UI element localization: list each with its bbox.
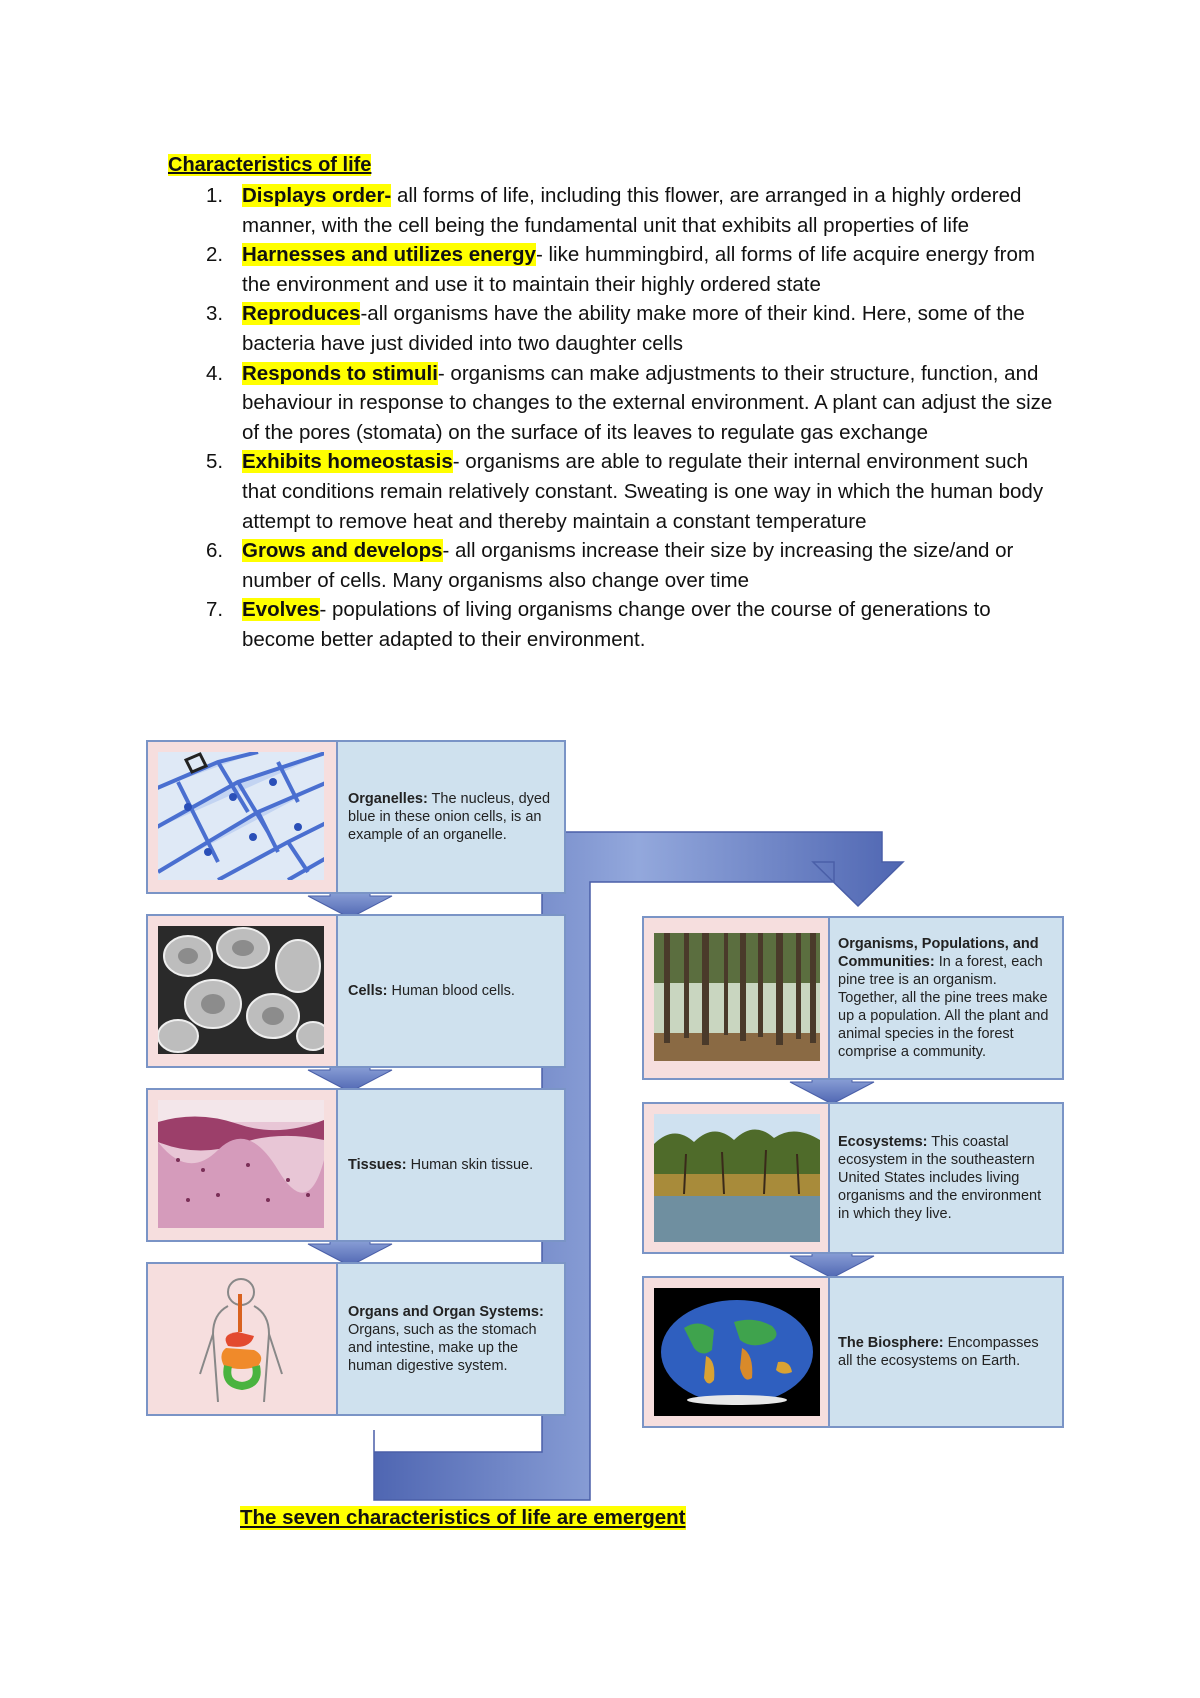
digestive-system-icon (158, 1274, 324, 1402)
characteristic-description: -all organisms have the ability make more of their kind. Here, some of the bacteria have just divided into two daughter cells (242, 302, 1025, 355)
level-box-ecosystems (642, 1102, 1064, 1254)
level-text: In a forest, each pine tree is an organism. Together, all the pine trees make up a population. All the plant and animal species in the forest comprise a community. (838, 954, 1049, 1060)
earth-map-icon (654, 1288, 820, 1416)
level-text: This coastal ecosystem in the southeastern United States includes living organisms and the environment in which they live. (838, 1134, 1042, 1222)
coastal-ecosystem-icon (654, 1114, 820, 1242)
level-box-biosphere (642, 1276, 1064, 1428)
level-text: Organs, such as the stomach and intestine, make up the human digestive system. (348, 1322, 537, 1374)
level-box-organs (146, 1262, 566, 1416)
level-caption (838, 918, 1054, 1078)
characteristic-term: Evolves (242, 598, 320, 622)
characteristic-description: all forms of life, including this flower, are arranged in a highly ordered manner, with the cell being the fundamental unit that exhibits all properties of life (242, 184, 1022, 237)
level-box-cells (146, 914, 566, 1068)
characteristic-description: - populations of living organisms change over the course of generations to become better adapted to their environment. (242, 598, 991, 651)
list-number: 6. (206, 539, 224, 563)
level-text: Human skin tissue. (406, 1157, 534, 1173)
list-item (168, 359, 1068, 448)
pine-forest-icon (654, 930, 820, 1064)
blood-cells-icon (158, 926, 324, 1054)
characteristic-description: - like hummingbird, all forms of life acquire energy from the environment and use it to maintain their highly ordered state (242, 243, 1035, 296)
level-image (148, 916, 338, 1066)
level-title: Organs and Organ Systems: (348, 1304, 544, 1320)
level-title: Cells: (348, 983, 388, 999)
levels-of-organization-figure (146, 740, 1062, 1520)
level-caption (348, 742, 556, 892)
characteristic-term: Harnesses and utilizes energy (242, 243, 536, 267)
characteristic-term: Grows and develops (242, 539, 443, 563)
characteristic-term: Exhibits homeostasis (242, 450, 453, 474)
list-number: 1. (206, 184, 224, 207)
characteristics-list (168, 181, 1068, 655)
level-text: Human blood cells. (387, 983, 515, 999)
level-title: Ecosystems: (838, 1134, 928, 1150)
level-title: Organisms, Populations, and Communities: (838, 936, 1039, 970)
level-image (644, 1104, 830, 1252)
list-item (168, 181, 1068, 240)
level-image (644, 1278, 830, 1426)
characteristic-description: - organisms are able to regulate their internal environment such that conditions remain relatively constant. Sweating is one way in which the human body attempt to remove heat and thereby maintain a constant temperature (242, 450, 1044, 533)
list-number: 5. (206, 450, 224, 474)
level-box-organisms (642, 916, 1064, 1080)
level-box-tissues (146, 1088, 566, 1242)
characteristic-description: - organisms can make adjustments to their structure, function, and behaviour in response to changes to the external environment. A plant can adjust the size of the pores (stomata) on the surface of its leaves to regulate gas exchange (242, 361, 1053, 444)
list-number: 4. (206, 361, 224, 385)
characteristic-description: - all organisms increase their size by increasing the size/and or number of cells. Many organisms also change over time (242, 539, 1014, 592)
level-image (148, 1264, 338, 1414)
level-caption (838, 1104, 1054, 1252)
level-title: Organelles: (348, 791, 428, 807)
skin-tissue-icon (158, 1100, 324, 1228)
list-item (168, 595, 1068, 654)
level-text: The nucleus, dyed blue in these onion cells, is an example of an organelle. (348, 791, 551, 843)
level-title: The Biosphere: (838, 1335, 944, 1351)
level-caption (348, 916, 556, 1066)
level-image (148, 742, 338, 892)
list-number: 2. (206, 243, 224, 267)
conclusion-text: The seven characteristics of life are emergent (240, 1506, 686, 1529)
level-title: Tissues: (348, 1157, 407, 1173)
level-caption (348, 1264, 556, 1414)
characteristic-term: Reproduces (242, 302, 361, 326)
characteristic-term: Responds to stimuli (242, 361, 438, 385)
level-text: Encompasses all the ecosystems on Earth. (838, 1335, 1039, 1369)
level-caption (838, 1278, 1054, 1426)
document-heading: Characteristics of life (168, 154, 372, 176)
level-box-organelles (146, 740, 566, 894)
list-number: 7. (206, 598, 224, 622)
onion-cells-icon (158, 752, 324, 880)
list-item (168, 240, 1068, 299)
level-image (148, 1090, 338, 1240)
list-number: 3. (206, 302, 224, 326)
characteristic-term: Displays order- (242, 184, 392, 207)
list-item (168, 447, 1068, 536)
level-caption (348, 1090, 556, 1240)
level-image (644, 918, 830, 1078)
list-item (168, 299, 1068, 358)
list-item (168, 536, 1068, 595)
